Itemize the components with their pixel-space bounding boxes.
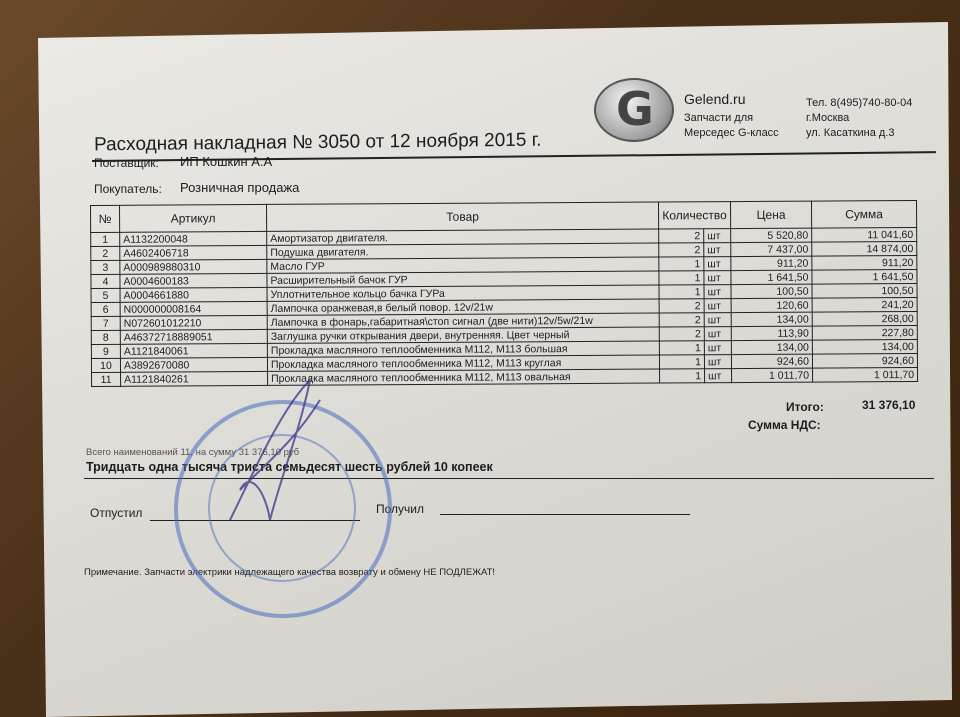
supplier-value: ИП Кошкин А.А (180, 154, 273, 169)
col-header-article: Артикул (120, 204, 267, 232)
row-unit: шт (704, 243, 731, 257)
total-label: Итого: (786, 400, 824, 414)
row-unit: шт (704, 271, 731, 285)
tagline-2: Мерседес G-класс (684, 127, 779, 139)
row-number: 7 (91, 316, 120, 330)
row-sum: 911,20 (812, 255, 917, 270)
signature-icon (210, 370, 330, 530)
street: ул. Касаткина д.3 (806, 127, 895, 139)
row-sum: 227,80 (812, 325, 917, 340)
row-article: A1121840261 (121, 371, 268, 386)
row-product: Подушка двигателя. (267, 243, 659, 259)
row-article: A3892670080 (120, 357, 267, 372)
row-article: A46372718889051 (120, 329, 267, 344)
row-quantity: 2 (659, 327, 704, 341)
row-price: 120,60 (731, 298, 812, 312)
row-quantity: 1 (659, 341, 704, 355)
gelend-logo-icon: G (594, 78, 674, 142)
amount-in-words: Тридцать одна тысяча триста семьдесят шесть рублей 10 копеек (86, 460, 493, 474)
row-sum: 11 041,60 (812, 227, 917, 242)
items-table (90, 200, 918, 387)
row-number: 8 (91, 330, 120, 344)
row-number: 3 (91, 260, 120, 274)
row-unit: шт (704, 229, 731, 243)
row-price: 100,50 (731, 284, 812, 298)
row-price: 911,20 (731, 256, 812, 270)
released-label: Отпустил (90, 506, 143, 520)
row-quantity: 2 (659, 243, 704, 257)
received-label: Получил (376, 502, 424, 516)
row-price: 134,00 (731, 340, 812, 354)
supplier-label: Поставщик: (94, 156, 159, 170)
row-article: N072601012210 (120, 315, 267, 330)
row-number: 6 (91, 302, 120, 316)
col-header-price: Цена (730, 201, 811, 228)
row-product: Уплотнительное кольцо бачка ГУРа (267, 285, 659, 301)
row-product: Амортизатор двигателя. (267, 229, 659, 245)
row-article: A1121840061 (120, 343, 267, 358)
tagline-1: Запчасти для (684, 112, 754, 124)
row-product: Прокладка масляного теплообменника М112, М113 круглая (267, 355, 659, 371)
row-unit: шт (704, 285, 731, 299)
count-line: Всего наименований 11, на сумму 31 376,10 руб (86, 447, 300, 458)
row-sum: 1 641,50 (812, 269, 917, 284)
row-unit: шт (704, 327, 731, 341)
row-quantity: 2 (659, 229, 704, 243)
row-unit: шт (705, 369, 732, 383)
row-quantity: 1 (659, 257, 704, 271)
row-article: A1132200048 (120, 231, 267, 246)
row-number: 11 (92, 372, 121, 386)
row-price: 1 641,50 (731, 270, 812, 284)
row-sum: 924,60 (812, 353, 917, 368)
row-quantity: 1 (659, 271, 704, 285)
row-product: Прокладка масляного теплообменника М112, М113 овальная (268, 369, 660, 385)
row-sum: 100,50 (812, 283, 917, 298)
row-number: 5 (91, 288, 120, 302)
row-article: A4602406718 (120, 245, 267, 260)
row-unit: шт (704, 355, 731, 369)
row-price: 1 011,70 (732, 368, 813, 382)
row-sum: 134,00 (812, 339, 917, 354)
row-number: 4 (91, 274, 120, 288)
row-price: 7 437,00 (731, 242, 812, 256)
site-name: Gelend.ru (684, 91, 746, 107)
phone: Тел. 8(495)740-80-04 (806, 97, 913, 109)
total-value: 31 376,10 (862, 398, 916, 412)
row-quantity: 2 (659, 313, 704, 327)
row-unit: шт (704, 341, 731, 355)
row-unit: шт (704, 257, 731, 271)
buyer-label: Покупатель: (94, 182, 162, 196)
row-price: 134,00 (731, 312, 812, 326)
row-product: Расширительный бачок ГУР (267, 271, 659, 287)
row-article: A000989880310 (120, 259, 267, 274)
row-price: 924,60 (731, 354, 812, 368)
row-quantity: 1 (659, 355, 704, 369)
row-product: Заглушка ручки открывания двери, внутренняя. Цвет черный (267, 327, 659, 343)
row-number: 9 (91, 344, 120, 358)
row-quantity: 1 (659, 285, 704, 299)
buyer-value: Розничная продажа (180, 180, 300, 195)
row-price: 113,90 (731, 326, 812, 340)
col-header-sum: Сумма (811, 200, 916, 228)
received-signature-line (440, 514, 690, 515)
row-product: Лампочка оранжевая,в белый повор. 12v/21w (267, 299, 659, 315)
row-number: 10 (91, 358, 120, 372)
vat-label: Сумма НДС: (748, 418, 821, 432)
row-quantity: 2 (659, 299, 704, 313)
col-header-product: Товар (266, 202, 658, 231)
row-sum: 14 874,00 (812, 241, 917, 256)
row-quantity: 1 (660, 369, 705, 383)
row-article: N000000008164 (120, 301, 267, 316)
note: Примечание. Запчасти электрики надлежащего качества возврату и обмену НЕ ПОДЛЕЖАТ! (84, 567, 496, 578)
col-header-number: № (91, 205, 120, 232)
row-product: Лампочка в фонарь,габаритная\стоп сигнал (две нити)12v/5w/21w (267, 313, 659, 329)
row-sum: 268,00 (812, 311, 917, 326)
city: г.Москва (806, 112, 850, 124)
row-sum: 241,20 (812, 297, 917, 312)
row-product: Прокладка масляного теплообменника М112, М113 большая (267, 341, 659, 357)
row-number: 2 (91, 246, 120, 260)
document-title: Расходная накладная № 3050 от 12 ноября 2015 г. (93, 129, 542, 156)
row-sum: 1 011,70 (813, 367, 918, 382)
row-unit: шт (704, 313, 731, 327)
row-article: A0004600183 (120, 273, 267, 288)
row-price: 5 520,80 (731, 228, 812, 242)
col-header-quantity: Количество (658, 202, 730, 229)
row-article: A0004661880 (120, 287, 267, 302)
row-number: 1 (91, 232, 120, 246)
row-product: Масло ГУР (267, 257, 659, 273)
row-unit: шт (704, 299, 731, 313)
